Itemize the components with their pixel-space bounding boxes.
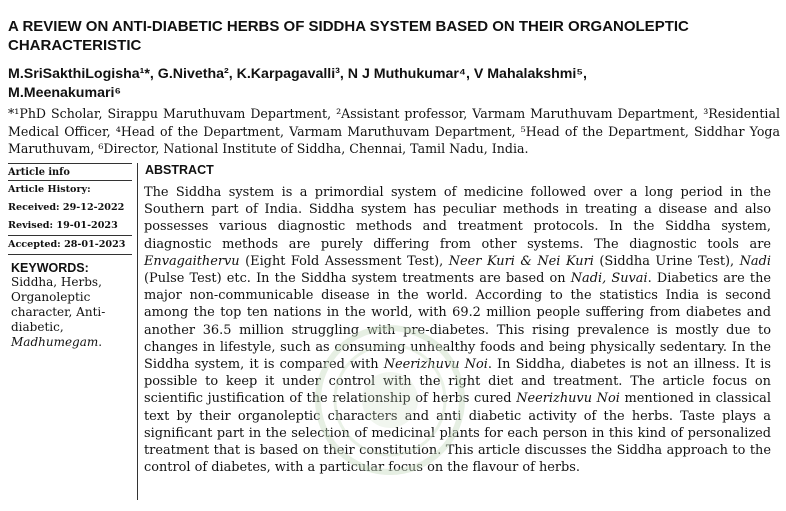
article-info-column xyxy=(8,163,132,350)
paper-title: A REVIEW ON ANTI-DIABETIC HERBS OF SIDDHA SYSTEM BASED ON THEIR ORGANOLEPTIC CHARACTERISTIC xyxy=(8,18,689,54)
abstract-text: . Diabetics are the major non-communicable disease in the world. According to the statistics India is second among the top ten nations in the world, with 69.2 million people suffering from diabetes and another 36.5 million struggling with pre-diabetes. This rising prevalence is mostly due to changes in lifestyle, such as consuming unhealthy foods and being physically sedentary. In the Siddha system, it is compared with xyxy=(144,271,772,373)
abstract-text: (Eight Fold Assessment Test), xyxy=(239,253,449,269)
abstract-text: mentioned in classical text by their organoleptic characters and anti diabetic activity of the herbs. Taste plays a significant part in the selection of medicinal plants for each person in this kind of personalized treatment that is based on their constitution. This article discusses the Siddha approach to the control of diabetes, with a particular focus on the flavour of herbs. xyxy=(144,391,771,476)
column-divider xyxy=(137,163,138,500)
abstract-text: The Siddha system is a primordial system of medicine followed over a long period in the Southern part of India. Siddha system has peculiar methods in treating a disease and also possesses various diagnostic methods and treatment protocols. In the Siddha system, diagnostic methods are purely differing from other systems. The diagnostic tools are xyxy=(144,185,771,252)
abstract-italic: Neer Kuri & Nei Kuri xyxy=(448,253,594,269)
divider xyxy=(8,254,132,255)
abstract-text: (Pulse Test) etc. In the Siddha system treatments are based on xyxy=(144,271,571,287)
author-list xyxy=(8,65,778,103)
affiliations: *¹PhD Scholar, Sirappu Maruthuvam Department, ²Assistant professor, Varmam Maruthuvam Department, ³Residential Medical Officer, ⁴Head of the Department, Varmam Maruthuvam Department, ⁵Head of the Department, Siddhar Yoga Maruthuvam, ⁶Director, National Institute of Siddha, Chennai, Tamil Nadu, India. xyxy=(8,106,780,156)
keywords-text xyxy=(8,275,132,350)
abstract-body xyxy=(144,184,771,476)
abstract-italic: Neerizhuvu Noi xyxy=(516,391,620,407)
keywords-italic: Madhumegam xyxy=(11,335,99,349)
abstract-italic: Envagaithervu xyxy=(144,253,240,269)
keywords-plain: Siddha, Herbs, Organoleptic character, Anti-diabetic, xyxy=(11,275,106,334)
author-line-1: M.SriSakthiLogisha¹*, G.Nivetha², K.Karpagavalli³, N J Muthukumar⁴, V Mahalakshmi⁵, xyxy=(8,66,587,82)
accepted-date: Accepted: 28-01-2023 xyxy=(8,239,126,250)
abstract-text: . In Siddha, diabetes is not an illness. It is possible to keep it under control with the right diet and treatment. The article focus on scientific justification of the relationship of herbs cured xyxy=(144,357,771,407)
abstract-italic: Neerizhuvu Noi xyxy=(383,357,488,373)
abstract-text: (Siddha Urine Test), xyxy=(593,253,740,269)
article-info-heading: Article info xyxy=(8,167,70,178)
article-history-label: Article History: xyxy=(8,184,91,195)
keywords-end: . xyxy=(98,335,103,349)
abstract-italic: Nadi xyxy=(739,253,771,269)
keywords-heading: KEYWORDS: xyxy=(11,261,89,275)
received-date: Received: 29-12-2022 xyxy=(8,202,125,213)
revised-date: Revised: 19-01-2023 xyxy=(8,220,118,231)
abstract-heading: ABSTRACT xyxy=(145,163,214,177)
author-line-2: M.Meenakumari⁶ xyxy=(8,85,121,101)
abstract-italic: Nadi, Suvai xyxy=(570,271,648,287)
